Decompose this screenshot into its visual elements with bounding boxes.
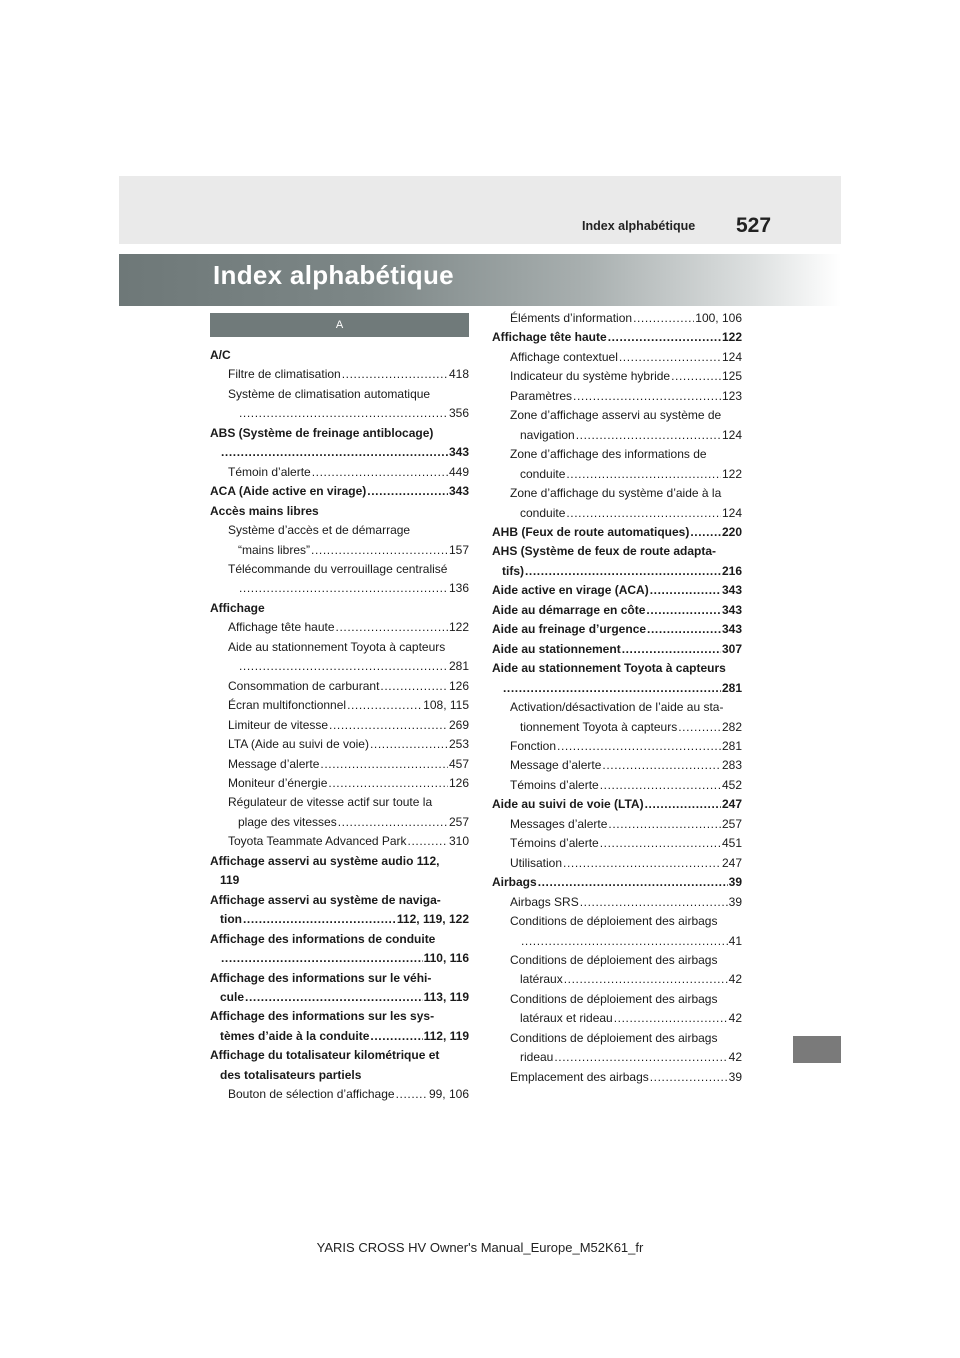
running-header: Index alphabétique [582,219,696,233]
dot-leader [650,581,721,600]
entry-page-ref: 39 [728,894,742,909]
dot-leader [320,755,448,774]
index-entry [210,677,469,696]
entry-text: Aide au démarrage en côte [492,602,646,617]
index-entry [210,618,469,637]
index-entry [492,970,742,989]
index-entry [210,502,469,521]
entry-page-ref: 39 [728,875,742,890]
entry-text: Toyota Teammate Advanced Park [228,834,407,849]
dot-leader [650,1068,728,1087]
index-entry [492,348,742,367]
entry-text: Aide au stationnement Toyota à capteurs [492,661,726,676]
entry-page-ref: 343 [448,484,469,499]
entry-page-ref: 307 [721,641,742,656]
index-entry [492,309,742,328]
dot-leader [538,873,728,892]
index-entry [492,640,742,659]
entry-page-ref: 124 [721,349,742,364]
dot-leader [311,541,448,560]
dot-leader [408,832,448,851]
index-entry [210,696,469,715]
entry-page-ref: 220 [721,524,742,539]
index-entry [492,1048,742,1067]
entry-text: Paramètres [510,388,573,403]
index-entry [210,891,469,910]
index-entry [210,579,469,598]
entry-page-ref: 253 [448,737,469,752]
entry-text: Emplacement des airbags [510,1069,649,1084]
entry-text: AHB (Feux de route automatiques) [492,524,690,539]
dot-leader [328,774,448,793]
index-entry [492,815,742,834]
index-entry [210,463,469,482]
dot-leader [239,579,448,598]
entry-text: latéraux et rideau [520,1011,613,1026]
index-entry [492,795,742,814]
index-entry [210,716,469,735]
entry-page-ref: 41 [728,933,742,948]
index-entry [492,387,742,406]
entry-text: Airbags [492,875,537,890]
entry-page-ref: 124 [721,427,742,442]
index-entry [210,560,469,579]
entry-page-ref: 136 [448,581,469,596]
entry-page-ref: 281 [721,680,742,695]
index-entry [492,581,742,600]
entry-text: Affichage des informations sur les sys- [210,1009,435,1024]
entry-page-ref: 257 [721,816,742,831]
dot-leader [690,523,721,542]
dot-leader [396,1085,428,1104]
entry-text: Message d’alerte [510,758,602,773]
index-entry [492,1029,742,1048]
dot-leader [221,443,448,462]
entry-text: Éléments d’information [510,311,633,325]
entry-page-ref: 113, 119 [423,989,469,1004]
index-entry [210,1085,469,1104]
index-entry [210,365,469,384]
entry-page-ref: 42 [728,1050,742,1065]
entry-text: Zone d’affichage des informations de [510,447,707,462]
entry-text: Aide au stationnement Toyota à capteurs [228,639,446,654]
index-list-left [210,346,469,1105]
index-column-right [492,309,742,1087]
letter-heading: A [210,313,469,337]
entry-text: rideau [520,1050,554,1065]
entry-text: A/C [210,348,231,362]
index-entry [492,562,742,581]
entry-page-ref: 283 [721,758,742,773]
entry-text: Écran multifonctionnel [228,698,347,713]
index-entry [210,657,469,676]
dot-leader [554,1048,727,1067]
entry-text: Affichage des informations sur le véhi- [210,970,432,985]
entry-text: Système de climatisation automatique [228,386,431,401]
entry-text: latéraux [520,972,563,987]
entry-page-ref: 310 [448,834,469,849]
index-entry [210,482,469,501]
entry-page-ref: 449 [448,464,469,479]
index-entry [210,949,469,968]
entry-page-ref: 112, 119, 122 [396,912,469,927]
dot-leader [602,756,721,775]
entry-text: Témoins d’alerte [510,777,599,792]
index-entry [210,852,469,871]
entry-page-ref: 247 [721,797,742,812]
entry-text: Aide au stationnement [492,641,621,656]
entry-page-ref: 247 [721,855,742,870]
entry-page-ref: 42 [728,972,742,987]
index-entry [492,893,742,912]
entry-page-ref: 356 [448,406,469,421]
index-entry [492,367,742,386]
dot-leader [503,679,721,698]
entry-text: Témoin d’alerte [228,464,311,479]
index-entry [492,328,742,347]
dot-leader [521,932,728,951]
entry-text: Témoins d’alerte [510,836,599,851]
index-entry [210,599,469,618]
entry-page-ref: 343 [448,445,469,460]
entry-text: AHS (Système de feux de route adapta- [492,544,717,559]
index-entry [210,735,469,754]
entry-text: plage des vitesses [238,814,337,829]
entry-page-ref: 157 [448,542,469,557]
page-title: Index alphabétique [213,260,454,290]
index-entry [210,813,469,832]
entry-page-ref: 124 [721,505,742,520]
entry-text: Messages d’alerte [510,816,608,831]
index-entry [210,755,469,774]
entry-text: 119 [220,873,240,888]
entry-page-ref: 126 [448,678,469,693]
index-entry [492,718,742,737]
entry-page-ref: 343 [721,602,742,617]
dot-leader [329,716,448,735]
entry-page-ref: 123 [721,388,742,403]
dot-leader [370,735,448,754]
dot-leader [608,328,721,347]
entry-text: navigation [520,427,575,442]
index-entry [492,601,742,620]
index-entry [492,426,742,445]
entry-text: Conditions de déploiement des airbags [510,952,718,967]
entry-text: tion [220,912,242,927]
index-entry [210,346,469,365]
dot-leader [525,562,721,581]
dot-leader [380,677,448,696]
index-entry [210,1066,469,1085]
dot-leader [367,482,448,501]
index-entry [492,756,742,775]
entry-text: Utilisation [510,855,563,870]
entry-text: Aide au suivi de voie (LTA) [492,797,644,812]
dot-leader [563,854,721,873]
entry-page-ref: 110, 116 [423,951,469,966]
index-entry [210,910,469,929]
entry-page-ref: 343 [721,622,742,637]
entry-page-ref: 126 [448,775,469,790]
dot-leader [614,1009,728,1028]
dot-leader [600,776,721,795]
index-entry [492,406,742,425]
entry-text: Télécommande du verrouillage centralisé [228,561,448,576]
index-entry [492,1068,742,1087]
entry-page-ref: 452 [721,777,742,792]
index-entry [492,679,742,698]
dot-leader [573,387,721,406]
dot-leader [576,426,721,445]
entry-page-ref: 99, 106 [428,1087,469,1102]
entry-text: Affichage asservi au système audio 112, [210,853,440,868]
entry-page-ref: 216 [721,563,742,578]
index-entry [492,854,742,873]
entry-text: Zone d’affichage asservi au système de [510,408,722,423]
entry-text: tifs) [502,563,524,578]
dot-leader [239,657,448,676]
entry-page-ref: 451 [721,836,742,851]
entry-page-ref: 100, 106 [695,311,742,325]
dot-leader [645,795,721,814]
index-entry [492,1009,742,1028]
entry-text: ABS (Système de freinage antiblocage) [210,425,434,440]
index-entry [210,969,469,988]
entry-text: Conditions de déploiement des airbags [510,914,718,929]
thumb-index-tab [793,1036,841,1063]
entry-page-ref: 122 [721,330,742,345]
entry-page-ref: 343 [721,583,742,598]
index-entry [210,1027,469,1046]
entry-text: Moniteur d’énergie [228,775,328,790]
entry-text: Indicateur du système hybride [510,369,671,384]
entry-text: Affichage des informations de conduite [210,931,436,946]
entry-text: Activation/désactivation de l’aide au sta- [510,700,724,715]
dot-leader [336,618,448,637]
entry-page-ref: 122 [721,466,742,481]
entry-text: Conditions de déploiement des airbags [510,991,718,1006]
dot-leader [671,367,721,386]
entry-text: Affichage [210,600,265,615]
page-number: 527 [736,214,772,237]
entry-text: conduite [520,505,566,520]
index-entry [492,698,742,717]
dot-leader [312,463,448,482]
entry-page-ref: 125 [721,369,742,384]
dot-leader [557,737,721,756]
index-entry [210,541,469,560]
index-list-right [492,309,742,1087]
entry-text: Consommation de carburant [228,678,380,693]
entry-text: Bouton de sélection d’affichage [228,1087,395,1102]
entry-page-ref: 42 [728,1011,742,1026]
index-entry [210,521,469,540]
entry-page-ref: 122 [448,620,469,635]
entry-page-ref: 269 [448,717,469,732]
entry-page-ref: 108, 115 [423,698,469,713]
index-entry [492,659,742,678]
index-entry [492,445,742,464]
dot-leader [342,365,448,384]
dot-leader [566,465,721,484]
dot-leader [338,813,448,832]
dot-leader [566,504,721,523]
index-entry [492,834,742,853]
entry-text: Affichage du totalisateur kilométrique et [210,1048,440,1063]
dot-leader [370,1027,422,1046]
entry-text: “mains libres” [238,542,311,557]
entry-text: conduite [520,466,566,481]
index-entry [210,424,469,443]
entry-text: Limiteur de vitesse [228,717,329,732]
dot-leader [633,309,694,328]
entry-page-ref: 112, 119 [423,1028,469,1043]
index-entry [492,873,742,892]
entry-page-ref: 418 [448,367,469,382]
index-entry [210,443,469,462]
index-entry [210,871,469,890]
index-entry [492,932,742,951]
entry-text: Affichage tête haute [492,330,607,345]
dot-leader [600,834,721,853]
dot-leader [647,620,721,639]
entry-text: Zone d’affichage du système d’aide à la [510,486,722,501]
entry-text: Airbags SRS [510,894,579,909]
entry-text: Aide active en virage (ACA) [492,583,649,598]
dot-leader [678,718,721,737]
entry-text: cule [220,989,245,1004]
entry-page-ref: 281 [721,738,742,753]
entry-text: tèmes d’aide à la conduite [220,1028,370,1043]
dot-leader [221,949,423,968]
index-entry [492,951,742,970]
dot-leader [646,601,721,620]
entry-page-ref: 457 [448,756,469,771]
entry-text: des totalisateurs partiels [220,1067,362,1082]
header-band [119,176,841,244]
dot-leader [243,910,396,929]
entry-text: Affichage contextuel [510,349,618,364]
index-entry [492,542,742,561]
entry-text: ACA (Aide active en virage) [210,484,367,499]
entry-page-ref: 281 [448,659,469,674]
entry-text: Aide au freinage d’urgence [492,622,647,637]
entry-text: Filtre de climatisation [228,367,341,382]
entry-text: Affichage asservi au système de naviga- [210,892,441,907]
index-entry [210,793,469,812]
page-footer: YARIS CROSS HV Owner's Manual_Europe_M52K61_fr [316,1240,644,1255]
index-entry [210,404,469,423]
dot-leader [245,988,423,1007]
index-entry [210,988,469,1007]
index-entry [210,774,469,793]
entry-text: Message d’alerte [228,756,320,771]
entry-text: Système d’accès et de démarrage [228,523,411,538]
index-entry [492,484,742,503]
index-entry [492,990,742,1009]
index-entry [492,737,742,756]
entry-page-ref: 257 [448,814,469,829]
dot-leader [239,404,448,423]
dot-leader [622,640,721,659]
index-column-left [210,313,469,1105]
entry-page-ref: 282 [721,719,742,734]
dot-leader [608,815,721,834]
index-entry [210,1046,469,1065]
index-entry [210,832,469,851]
index-entry [492,620,742,639]
dot-leader [619,348,721,367]
index-entry [492,776,742,795]
index-entry [492,504,742,523]
entry-page-ref: 39 [728,1069,742,1084]
entry-text: Accès mains libres [210,503,319,518]
entry-text: Conditions de déploiement des airbags [510,1030,718,1045]
dot-leader [580,893,728,912]
entry-text: tionnement Toyota à capteurs [520,719,678,734]
index-entry [210,1007,469,1026]
entry-text: Affichage tête haute [228,620,335,635]
entry-text: Fonction [510,738,557,753]
entry-text: Régulateur de vitesse actif sur toute la [228,795,433,810]
index-entry [492,523,742,542]
index-entry [210,930,469,949]
index-entry [210,385,469,404]
index-entry [492,912,742,931]
index-entry [492,465,742,484]
dot-leader [564,970,728,989]
entry-text: LTA (Aide au suivi de voie) [228,737,369,752]
dot-leader [347,696,422,715]
index-entry [210,638,469,657]
